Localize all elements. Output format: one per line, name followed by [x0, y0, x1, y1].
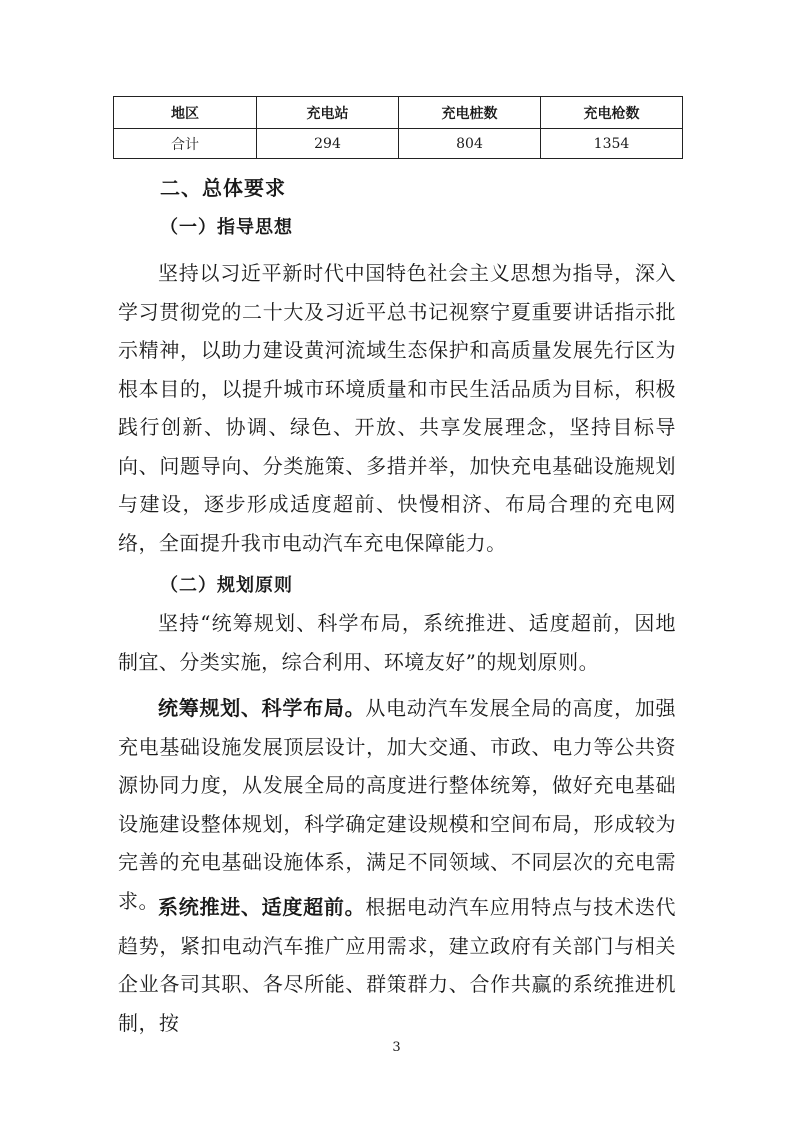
page-number: 3: [392, 1040, 401, 1055]
paragraph-systematic-advancement: [118, 888, 676, 1042]
paragraph-planning-principles: 坚持“统筹规划、科学布局，系统推进、适度超前，因地制宜、分类实施，综合利用、环境友好”的规划原则。: [118, 611, 676, 674]
paragraph-lead-coordinated-planning: 统筹规划、科学布局。: [158, 696, 366, 720]
subsection-heading-guiding-ideology: （一）指导思想: [160, 217, 293, 238]
paragraph-body-coordinated-planning: 从电动汽车发展全局的高度，加强充电基础设施发展顶层设计，加大交通、市政、电力等公共资源协同力度，从发展全局的高度进行整体统筹，做好充电基础设施建设整体规划，科学确定建设规模和空间布局，形成较为完善的充电基础设施体系，满足不同领域、不同层次的充电需求。: [118, 696, 676, 913]
table-cell-total-label: 合计: [114, 129, 257, 159]
table-header-row: [114, 97, 683, 129]
table-header-stations: 充电站: [257, 97, 399, 129]
subsection-heading-planning-principles: （二）规划原则: [160, 575, 293, 596]
section-heading: 二、总体要求: [160, 176, 286, 200]
paragraph-body-systematic-advancement: 根据电动汽车应用特点与技术迭代趋势，紧扣电动汽车推广应用需求，建立政府有关部门与相关企业各司其职、各尽所能、群策群力、合作共赢的系统推进机制，按: [118, 895, 676, 1035]
table-header-region: 地区: [114, 97, 257, 129]
table-cell-guns: 1354: [541, 129, 683, 159]
paragraph-guiding-ideology: 坚持以习近平新时代中国特色社会主义思想为指导，深入学习贯彻党的二十大及习近平总书记视察宁夏重要讲话指示批示精神，以助力建设黄河流域生态保护和高质量发展先行区为根本目的，以提升城市环境质量和市民生活品质为目标，积极践行创新、协调、绿色、开放、共享发展理念，坚持目标导向、问题导向、分类施策、多措并举，加快充电基础设施规划与建设，逐步形成适度超前、快慢相济、布局合理的充电网络，全面提升我市电动汽车充电保障能力。: [118, 261, 676, 555]
table-row: [114, 129, 683, 159]
paragraph-coordinated-planning: [118, 689, 676, 920]
table-cell-piles: 804: [399, 129, 541, 159]
table-header-guns: 充电枪数: [541, 97, 683, 129]
table-cell-stations: 294: [257, 129, 399, 159]
paragraph-lead-systematic-advancement: 系统推进、适度超前。: [158, 895, 366, 919]
charging-summary-table: [113, 96, 683, 159]
table-header-piles: 充电桩数: [399, 97, 541, 129]
